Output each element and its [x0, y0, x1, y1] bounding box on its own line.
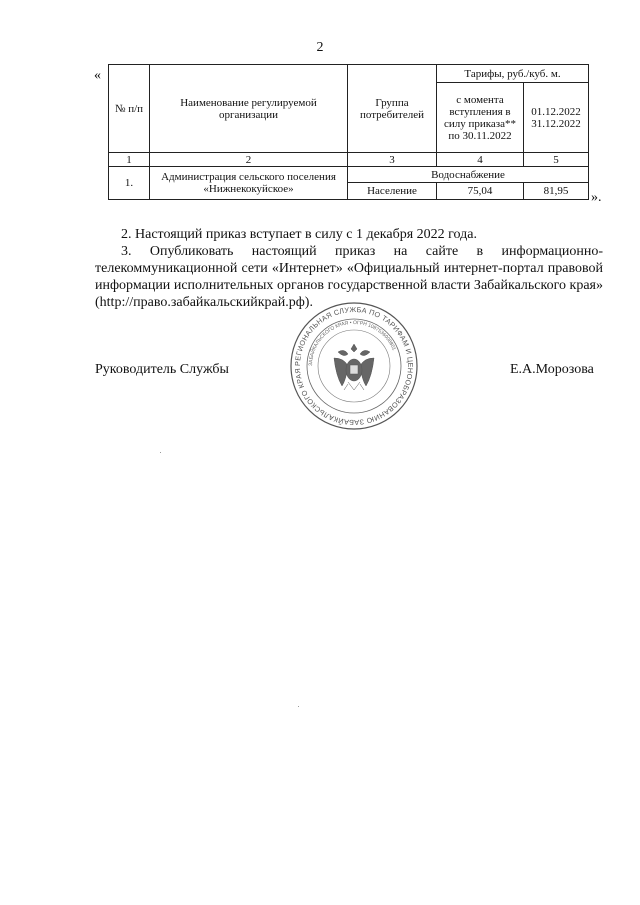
- paragraph-3: 3. Опубликовать настоящий приказ на сайте в информационно-телекоммуникационной сети «Интернет» «Официальный интернет-портал правовой информации исполнительных органов государственной власти Забайкальского края» (http://право.забайкальскийкрай.рф).: [95, 244, 603, 310]
- col-number-5: 5: [524, 153, 589, 167]
- header-period1: с момента вступления в силу приказа** по 30.11.2022: [437, 83, 524, 153]
- quote-open: «: [94, 68, 101, 83]
- col-number-2: 2: [150, 153, 348, 167]
- signature-name: Е.А.Морозова: [510, 362, 594, 377]
- page-number: 2: [316, 40, 324, 55]
- row-value1: 75,04: [437, 183, 524, 200]
- header-period2: 01.12.2022 31.12.2022: [524, 83, 589, 153]
- row-group: Население: [348, 183, 437, 200]
- seal-outer-text: РЕГИОНАЛЬНАЯ СЛУЖБА ПО ТАРИФАМ И ЦЕНООБРАЗОВАНИЮ ЗАБАЙКАЛЬСКОГО КРАЯ: [292, 304, 416, 428]
- col-number-3: 3: [348, 153, 437, 167]
- header-num: № п/п: [109, 65, 150, 153]
- double-headed-eagle-icon: [334, 344, 374, 390]
- col-number-1: 1: [109, 153, 150, 167]
- row-org: Администрация сельского поселения «Нижнекокуйское»: [150, 167, 348, 200]
- seal-inner-text: ЗАБАЙКАЛЬСКОГО КРАЯ • ОГРН 1087536008801: [307, 319, 397, 367]
- quote-close: ».: [591, 190, 602, 205]
- header-group: Группа потребителей: [348, 65, 437, 153]
- col-number-4: 4: [437, 153, 524, 167]
- row-num: 1.: [109, 167, 150, 200]
- official-seal: [288, 300, 420, 432]
- signature-position: Руководитель Службы: [95, 362, 229, 377]
- paragraph-2: 2. Настоящий приказ вступает в силу с 1 декабря 2022 года.: [121, 227, 477, 242]
- header-tariffs: Тарифы, руб./куб. м.: [437, 65, 589, 83]
- row-service: Водоснабжение: [348, 167, 589, 183]
- header-org: Наименование регулируемой организации: [150, 65, 348, 153]
- tariff-table: [108, 64, 589, 200]
- row-value2: 81,95: [524, 183, 589, 200]
